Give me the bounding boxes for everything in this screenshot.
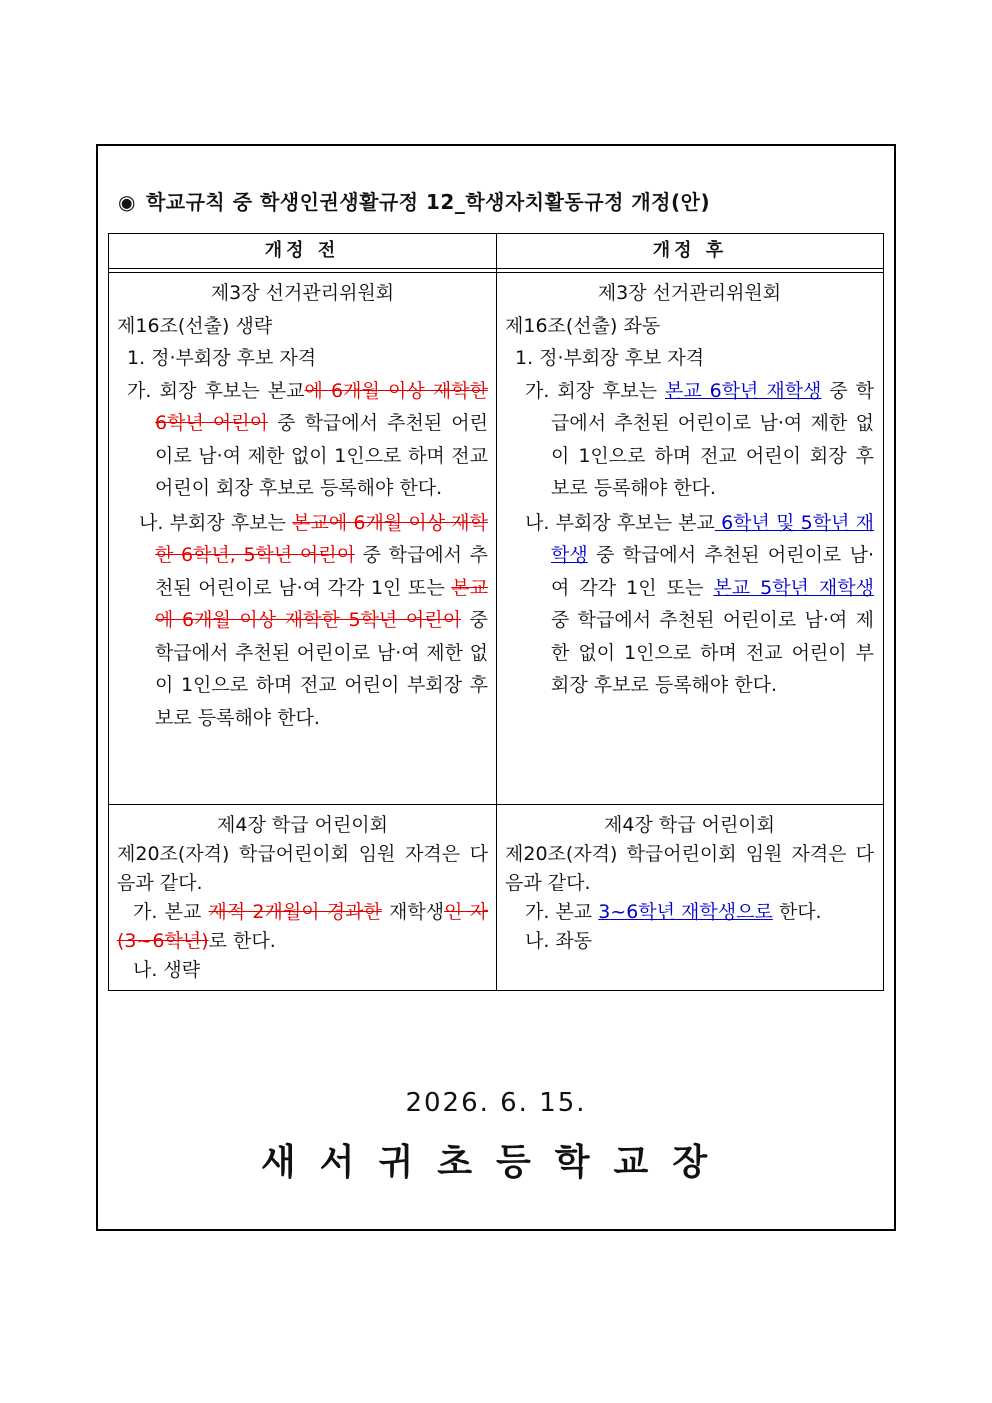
item-na-text-2: 중 학급에서 추천된 어린이로 남·여 각각 1인 또는 [155,544,489,599]
cell-after-chapter4 [505,811,874,956]
item-na-text: 나. 부회장 후보는 본교 [525,511,715,534]
table-border-right [883,233,884,991]
item-na [505,507,874,702]
inserted-text: 3~6학년 재학생으로 [598,901,773,923]
item-ga-text: 가. 본교 [133,901,209,923]
deleted-text: 에 6개월 이상 재학한 6학년 어린이 [155,379,488,434]
article-line [117,840,488,898]
chapter-title: 제3장 선거관리위원회 [210,282,395,304]
article-note: 좌동 [617,314,661,337]
item-ga [117,898,488,956]
inserted-text: 6학년 및 5학년 재학생 [551,511,874,566]
item-ga [505,375,874,505]
article-heading: 제16조(선출) [117,314,230,337]
document-title [118,186,710,215]
item-ga-text-2: 중 학급에서 추천된 어린이로 남·여 제한 없이 1인으로 하며 전교 어린이 회장 후보로 등록해야 한다. [551,379,874,499]
chapter-title: 제4장 학급 어린이회 [217,814,388,836]
cell-before-chapter3 [117,277,488,734]
item-1: 1. 정·부회장 후보 자격 [515,347,705,369]
article-line [117,310,488,343]
item-ga-text-2: 중 학급에서 추천된 어린이로 남·여 제한 없이 1인으로 하며 전교 어린이 회장 후보로 등록해야 한다. [155,412,488,499]
article-heading: 제20조(자격) [505,843,618,865]
inserted-text: 본교 6학년 재학생 [664,379,822,402]
chapter-title: 제4장 학급 어린이회 [604,814,775,836]
column-header-before: 개정 전 [264,240,340,261]
item-na-text-3: 중 학급에서 추천된 어린이로 남·여 제한 없이 1인으로 하며 전교 어린이 부회장 후보로 등록해야 한다. [551,609,874,696]
cell-before-chapter4 [117,811,488,985]
table-column-divider [496,233,497,991]
item-ga [505,898,874,927]
article-heading: 제16조(선출) [505,314,618,337]
deleted-text: 재적 2개월이 경과한 [208,901,382,923]
item-1: 1. 정·부회장 후보 자격 [127,347,317,369]
circle-bullet-icon: ◉ [118,190,136,214]
item-ga-text: 가. 회장 후보는 본교 [127,379,305,402]
item-na-text-2: 중 학급에서 추천된 어린이로 남·여 각각 1인 또는 [551,544,874,599]
item-ga-text-3: 로 한다. [208,930,276,952]
deleted-text: 본교에 6개월 이상 재학한 6학년, 5학년 어린이 [155,511,488,566]
document-date: 2026. 6. 15. [405,1088,587,1118]
article-heading: 제20조(자격) [117,843,230,865]
signer-name: 새서귀초등학교장 [260,1142,732,1183]
article-note: 생략 [229,314,273,337]
article-text: 학급어린이회 임원 자격은 다음과 같다. [117,843,488,894]
article-line [505,840,874,898]
item-ga-text: 가. 본교 [525,901,599,923]
deleted-text: 인 자(3~6학년) [117,901,489,952]
item-na: 나. 좌동 [525,930,593,952]
title-text: 학교규칙 중 학생인권생활규정 12_학생자치활동규정 개정(안) [145,190,711,214]
deleted-text: 본교에 6개월 이상 재학한 5학년 어린이 [155,576,488,631]
chapter-title: 제3장 선거관리위원회 [597,282,782,304]
article-line [505,310,874,343]
item-ga-text-2: 한다. [772,901,822,923]
item-ga [117,375,488,505]
table-border-left [108,233,109,991]
item-ga-text: 가. 회장 후보는 [525,379,665,402]
inserted-text: 본교 5학년 재학생 [713,576,874,599]
item-na-text: 나. 부회장 후보는 [139,511,293,534]
item-na: 나. 생략 [133,959,201,981]
column-header-after: 개정 후 [652,240,728,261]
item-na [117,507,488,735]
item-na-text-3: 중 학급에서 추천된 어린이로 남·여 제한 없이 1인으로 하며 전교 어린이 부회장 후보로 등록해야 한다. [155,609,488,729]
item-ga-text-2: 재학생 [381,901,445,923]
cell-after-chapter3 [505,277,874,702]
article-text: 학급어린이회 임원 자격은 다음과 같다. [505,843,874,894]
